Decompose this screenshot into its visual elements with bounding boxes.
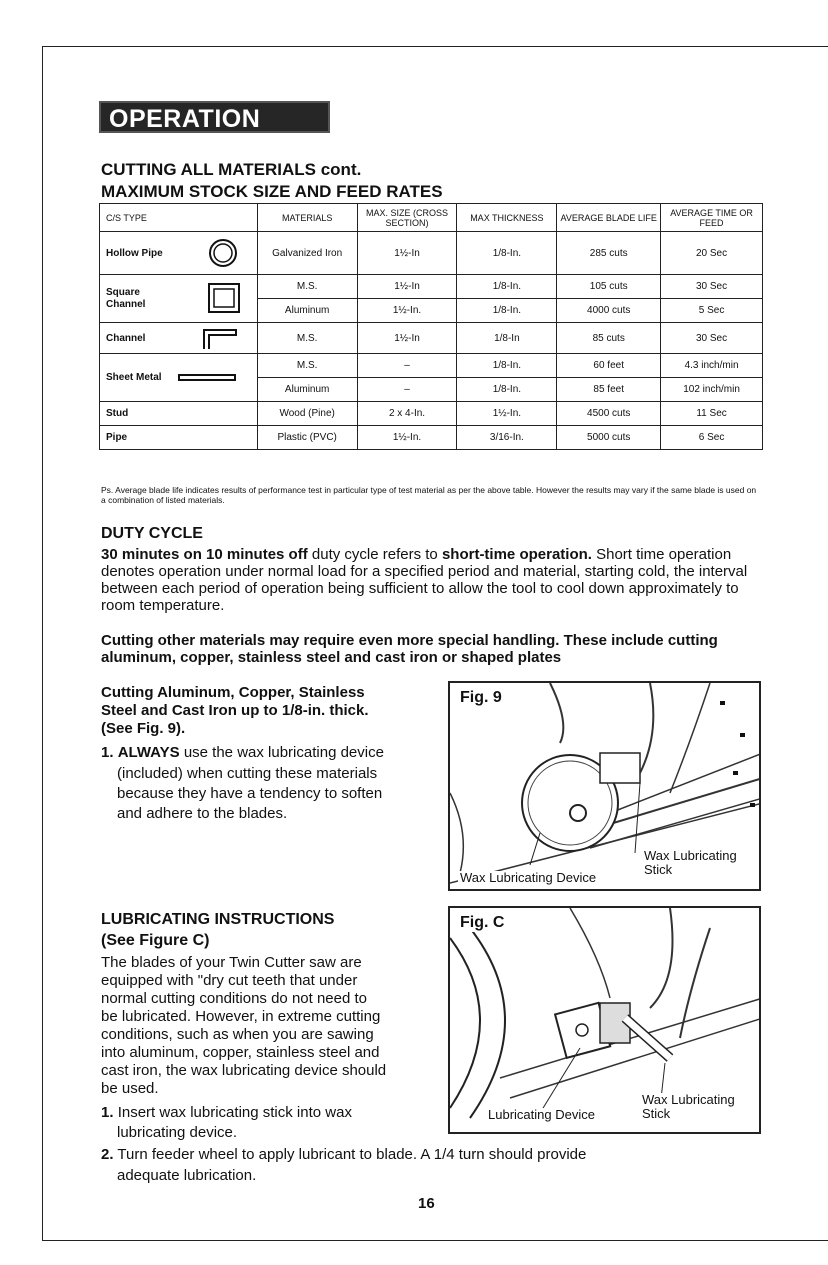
cell: M.S. xyxy=(257,275,357,299)
type-label: Hollow Pipe xyxy=(106,247,163,259)
cell: M.S. xyxy=(257,323,357,354)
stock-size-table xyxy=(99,203,763,450)
cell: Aluminum xyxy=(257,378,357,402)
heading-cutting-materials: CUTTING ALL MATERIALS cont. xyxy=(101,160,362,179)
cell: 30 Sec xyxy=(661,323,763,354)
list-item-1-line: because they have a tendency to soften xyxy=(117,785,383,802)
table-header-row xyxy=(100,204,763,232)
cell: 1½-In xyxy=(357,232,457,275)
cell: 1½-In. xyxy=(457,402,557,426)
label-line: Stick xyxy=(642,1106,671,1121)
cell: 6 Sec xyxy=(661,426,763,450)
cell: 60 feet xyxy=(557,354,661,378)
channel-icon xyxy=(200,327,240,351)
cell: Plastic (PVC) xyxy=(257,426,357,450)
item-number: 2. xyxy=(101,1146,114,1163)
row-type-sheet-metal xyxy=(100,354,258,402)
th-max-thickness: MAX THICKNESS xyxy=(457,204,557,232)
cell: 2 x 4-In. xyxy=(357,402,457,426)
label-wax-stick xyxy=(640,1093,737,1121)
cell: 5 Sec xyxy=(661,299,763,323)
label-line: Stick xyxy=(644,862,673,877)
para-line: cast iron, the wax lubricating device should xyxy=(101,1062,387,1079)
cell: 1½-In. xyxy=(357,299,457,323)
th-time-feed: AVERAGE TIME OR FEED xyxy=(661,204,763,232)
label-wax-device: Wax Lubricating Device xyxy=(460,870,597,885)
item-text: Insert wax lubricating stick into wax xyxy=(117,1104,352,1121)
label-lubricating-device: Lubricating Device xyxy=(488,1107,595,1122)
row-type-channel xyxy=(100,323,258,354)
figure-9 xyxy=(448,681,761,891)
page-number: 16 xyxy=(418,1195,435,1212)
figure-c xyxy=(448,906,761,1134)
th-type: C/S TYPE xyxy=(100,204,258,232)
type-label: Square Channel xyxy=(106,286,146,310)
title-line: Steel and Cast Iron up to 1/8-in. thick. xyxy=(101,702,369,719)
duty-bold-1: 30 minutes on 10 minutes off xyxy=(101,546,308,563)
row-type-square-channel xyxy=(100,275,258,323)
cell: 1/8-In. xyxy=(457,275,557,299)
title-line: (See Fig. 9). xyxy=(101,720,186,737)
type-label: Sheet Metal xyxy=(106,372,162,383)
cell: – xyxy=(357,378,457,402)
para-line: The blades of your Twin Cutter saw are xyxy=(101,954,362,971)
lube-step-1-line: lubricating device. xyxy=(117,1124,238,1141)
cell: Wood (Pine) xyxy=(257,402,357,426)
lube-step-2 xyxy=(101,1146,586,1164)
cell: 1/8-In. xyxy=(457,378,557,402)
th-max-size: MAX. SIZE (CROSS SECTION) xyxy=(357,204,457,232)
cell: M.S. xyxy=(257,354,357,378)
lube-step-2-line: adequate lubrication. xyxy=(117,1167,257,1184)
para-line: conditions, such as when you are sawing xyxy=(101,1026,374,1043)
list-item-1 xyxy=(101,744,384,762)
figure-title: Fig. 9 xyxy=(460,689,502,706)
heading-max-stock: MAXIMUM STOCK SIZE AND FEED RATES xyxy=(101,182,443,201)
duty-text-2: Short time operation denotes operation under normal load for a specified period and material, starting cold, the interval between each period of operation being sufficient to allow the tool to cool down approximately to room temperature. xyxy=(101,546,748,614)
item-text: Turn feeder wheel to apply lubricant to blade. A 1/4 turn should provide xyxy=(117,1146,587,1163)
cell: 3/16-In. xyxy=(457,426,557,450)
row-type-hollow-pipe xyxy=(100,232,258,275)
hollow-pipe-icon xyxy=(208,238,238,268)
cell: 5000 cuts xyxy=(557,426,661,450)
cell: 11 Sec xyxy=(661,402,763,426)
duty-text-1: duty cycle refers to xyxy=(307,546,442,563)
cell: 85 cuts xyxy=(557,323,661,354)
duty-cycle-paragraph xyxy=(101,546,761,614)
cell: 105 cuts xyxy=(557,275,661,299)
duty-bold-2: short-time operation. xyxy=(441,546,592,563)
row-type-stud: Stud xyxy=(100,402,258,426)
table-row xyxy=(100,323,763,354)
row-type-pipe: Pipe xyxy=(100,426,258,450)
type-label: Channel xyxy=(106,332,146,344)
table-row xyxy=(100,275,763,299)
lubricating-paragraph xyxy=(101,954,436,1098)
label-line: Wax Lubricating xyxy=(642,1092,735,1107)
special-handling-paragraph: Cutting other materials may require even more special handling. These include cutting aluminum, copper, stainless steel and cast iron or shaped plates xyxy=(101,632,718,666)
figure-title: Fig. C xyxy=(460,914,505,931)
cell: 1/8-In. xyxy=(457,299,557,323)
para-line: normal cutting conditions do not need to xyxy=(101,990,368,1007)
cell: Aluminum xyxy=(257,299,357,323)
cell: 1½-In xyxy=(357,323,457,354)
cell: 1½-In. xyxy=(357,426,457,450)
cell: 85 feet xyxy=(557,378,661,402)
cell: 1/8-In. xyxy=(457,232,557,275)
list-item-1-line: and adhere to the blades. xyxy=(117,805,288,822)
label-wax-stick xyxy=(642,849,739,877)
sheet-metal-icon xyxy=(178,373,238,383)
duty-cycle-title: DUTY CYCLE xyxy=(101,525,203,542)
para-line: equipped with "dry cut teeth that under xyxy=(101,972,358,989)
list-item-1-line: (included) when cutting these materials xyxy=(117,765,378,782)
cell: 285 cuts xyxy=(557,232,661,275)
table-row xyxy=(100,402,763,426)
cell: 30 Sec xyxy=(661,275,763,299)
lubricating-title: LUBRICATING INSTRUCTIONS xyxy=(101,911,335,928)
cell: 1/8-In. xyxy=(457,354,557,378)
th-materials: MATERIALS xyxy=(257,204,357,232)
para-line: be used. xyxy=(101,1080,159,1097)
th-blade-life: AVERAGE BLADE LIFE xyxy=(557,204,661,232)
table-footnote: Ps. Average blade life indicates results of performance test in particular type of test material as per the above table. However the results may vary if the same blade is used on a combination of listed materials. xyxy=(101,485,757,505)
title-line: Cutting Aluminum, Copper, Stainless xyxy=(101,684,365,701)
item-number: 1. xyxy=(101,1104,114,1121)
item-bold: ALWAYS xyxy=(117,744,180,761)
table-row xyxy=(100,354,763,378)
lubricating-subtitle: (See Figure C) xyxy=(101,932,210,949)
square-channel-icon xyxy=(208,283,240,313)
label-line: Wax Lubricating xyxy=(644,848,737,863)
para-line: into aluminum, copper, stainless steel and xyxy=(101,1044,380,1061)
cell: Galvanized Iron xyxy=(257,232,357,275)
cell: 20 Sec xyxy=(661,232,763,275)
section-banner: OPERATION cont. xyxy=(99,101,330,133)
cell: – xyxy=(357,354,457,378)
section-aluminum-title xyxy=(101,684,436,738)
lube-step-1 xyxy=(101,1104,352,1122)
cell: 4000 cuts xyxy=(557,299,661,323)
cell: 1/8-In xyxy=(457,323,557,354)
item-text: use the wax lubricating device xyxy=(179,744,384,761)
para-line: be lubricated. However, in extreme cutting xyxy=(101,1008,381,1025)
cell: 1½-In xyxy=(357,275,457,299)
table-row xyxy=(100,426,763,450)
cell: 4.3 inch/min xyxy=(661,354,763,378)
cell: 4500 cuts xyxy=(557,402,661,426)
item-number: 1. xyxy=(101,744,114,761)
table-row xyxy=(100,232,763,275)
cell: 102 inch/min xyxy=(661,378,763,402)
